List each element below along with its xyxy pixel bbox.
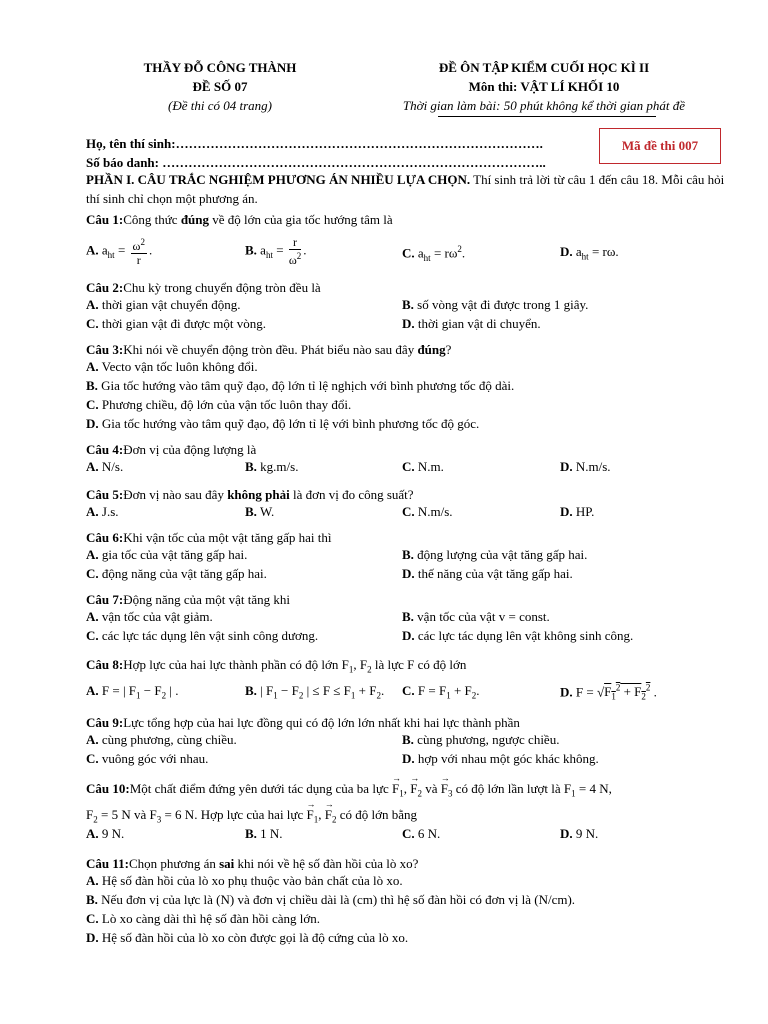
q3-d-text: Gia tốc hướng vào tâm quỹ đạo, độ lớn tỉ lệ với bình phương tốc độ góc. [101,416,480,431]
header-left [120,58,320,115]
q5-option-c[interactable] [402,504,453,520]
q10-b-text: 1 N. [260,826,283,841]
part1-title: PHẦN I. CÂU TRẮC NGHIỆM PHƯƠNG ÁN NHIỀU LỰA CHỌN. [86,172,471,187]
q11-d-letter: D. [86,930,99,945]
exam-title: ĐỀ ÔN TẬP KIỂM CUỐI HỌC KÌ II [438,60,650,75]
question-5 [86,485,736,504]
q1-option-a[interactable]: A. $a_{ht}$ = $\frac{\omega^2}{r}$ . [86,237,153,267]
q10-b-letter: B. [245,826,257,841]
q10-option-c[interactable] [402,826,440,842]
q2-a-text: thời gian vật chuyển động. [101,297,241,312]
sbd-line: Số báo danh: …………………………………………………………………………….. [86,155,546,170]
q7-a-letter: A. [86,609,99,624]
q4-d-text: N.m/s. [575,459,611,474]
q7-option-b[interactable] [402,609,550,625]
student-fields [86,134,546,172]
q4-option-c[interactable] [402,459,444,475]
q9-option-a[interactable] [86,732,237,748]
q9-a-letter: A. [86,732,99,747]
q10-label: Câu 10: [86,781,130,796]
q11-b-text: Nếu đơn vị của lực là (N) và đơn vị chiều dài là (cm) thì hệ số đàn hồi có đơn vị là (N/cm). [101,892,576,907]
exam-code-box: Mã đề thi 007 [599,128,721,164]
q1-a-letter: A. [86,242,99,258]
subject: Môn thi: VẬT LÍ KHỐI 10 [468,79,620,94]
q10-option-a[interactable] [86,826,124,842]
q7-c-letter: C. [86,628,99,643]
q9-option-b[interactable] [402,732,559,748]
q2-b-text: số vòng vật đi được trong 1 giây. [417,297,589,312]
q4-b-letter: B. [245,459,257,474]
q3-bold: đúng [417,342,446,357]
q3-c-text: Phương chiều, độ lớn của vận tốc luôn thay đổi. [101,397,352,412]
q2-a-letter: A. [86,297,99,312]
q5-d-text: HP. [575,504,595,519]
q3-a-letter: A. [86,359,99,374]
q2-c-letter: C. [86,316,99,331]
q4-b-text: kg.m/s. [260,459,299,474]
q9-d-text: hợp với nhau một góc khác không. [417,751,599,766]
q11-b-letter: B. [86,892,98,907]
name-line: Họ, tên thí sinh:…………………………………………………………………………. [86,136,543,151]
q5-option-d[interactable] [560,504,594,520]
q5-c-text: N.m/s. [417,504,453,519]
q7-label: Câu 7: [86,592,124,607]
q1-bold: đúng [180,212,210,227]
q1-text: Công thức [123,212,181,227]
q5-text: Đơn vị nào sau đây [123,487,228,502]
q10-option-d[interactable] [560,826,598,842]
q10-a-text: 9 N. [101,826,125,841]
q6-label: Câu 6: [86,530,124,545]
q6-d-letter: D. [402,566,415,581]
q4-a-letter: A. [86,459,99,474]
q2-d-letter: D. [402,316,415,331]
q3-d-letter: D. [86,416,99,431]
q3-text: Khi nói về chuyển động tròn đều. Phát biểu nào sau đây [123,342,418,357]
question-6 [86,528,736,547]
q6-b-text: động lượng của vật tăng gấp hai. [417,547,588,562]
q10-a-letter: A. [86,826,99,841]
q9-text: Lực tổng hợp của hai lực đồng qui có độ lớn lớn nhất khi hai lực thành phần [123,715,520,730]
q5-option-a[interactable] [86,504,119,520]
q11-bold: sai [219,856,235,871]
q4-a-text: N/s. [101,459,124,474]
q5-c-letter: C. [402,504,415,519]
question-8: Câu 8:Hợp lực của hai lực thành phần có độ lớn $F_1$, $F_2$ là lực F có độ lớn [86,657,467,675]
q2-option-c[interactable] [86,316,266,332]
q2-b-letter: B. [402,297,414,312]
q10-c-text: 6 N. [417,826,441,841]
q7-b-letter: B. [402,609,414,624]
q4-d-letter: D. [560,459,573,474]
q3-text-end: ? [445,342,452,357]
q2-option-a[interactable] [86,297,241,313]
q3-option-c[interactable] [86,397,351,413]
q2-d-text: thời gian vật di chuyển. [417,316,541,331]
q9-option-d[interactable] [402,751,599,767]
q10-option-b[interactable] [245,826,283,842]
q11-option-b[interactable] [86,892,575,908]
q9-b-text: cùng phương, ngược chiều. [417,732,560,747]
question-2 [86,278,736,297]
q5-bold: không phải [227,487,290,502]
q6-option-b[interactable] [402,547,587,563]
q10-text: Một chất điểm đứng yên dưới tác dụng của ba lực [129,781,389,796]
q9-option-c[interactable] [86,751,208,767]
q3-option-a[interactable] [86,359,258,375]
q8-text: Hợp lực của hai lực thành phần có độ lớn [123,657,339,672]
q1-label: Câu 1: [86,212,124,227]
q6-b-letter: B. [402,547,414,562]
q3-option-b[interactable] [86,378,514,394]
pages-note: (Đề thi có 04 trang) [168,98,272,113]
question-10: Câu 10:Một chất điểm đứng yên dưới tác dụng của ba lực → $F_1$, → $F_2$ và → $F_3$ có độ lớn lần lượt là $F_1 = 4$ N, [86,779,736,804]
q7-text: Động năng của một vật tăng khi [123,592,291,607]
q7-d-letter: D. [402,628,415,643]
q1-option-b[interactable]: B. $a_{ht}$ = $\frac{r}{\omega^2}$ . [245,235,307,267]
q4-option-a[interactable] [86,459,123,475]
q3-a-text: Vecto vận tốc luôn không đổi. [101,359,258,374]
q8-b-letter: B. [245,683,257,698]
q3-b-text: Gia tốc hướng vào tâm quỹ đạo, độ lớn tỉ lệ nghịch với bình phương tốc độ dài. [101,378,515,393]
q1-text-end: về độ lớn của gia tốc hướng tâm là [209,212,393,227]
q8-label: Câu 8: [86,657,124,672]
question-9 [86,713,736,732]
q1-b-letter: B. [245,242,257,258]
question-10-cont: $F_2 = 5$ N và $F_3 = 6$ N. Hợp lực của hai lực → $F_1$, → $F_2$ có độ lớn bằng [86,805,736,830]
q2-text: Chu kỳ trong chuyển động tròn đều là [123,280,321,295]
q11-option-c[interactable] [86,911,320,927]
q7-option-a[interactable] [86,609,213,625]
q2-label: Câu 2: [86,280,124,295]
q5-option-b[interactable] [245,504,274,520]
q11-label: Câu 11: [86,856,129,871]
q11-a-text: Hệ số đàn hồi của lò xo phụ thuộc vào bản chất của lò xo. [101,873,403,888]
q7-a-text: vận tốc của vật giảm. [101,609,213,624]
q11-c-text: Lò xo càng dài thì hệ số đàn hồi càng lớn. [101,911,320,926]
part1-text: Thí sinh trả lời từ câu 1 đến câu 18. Mỗi câu hỏi thí sinh chỉ chọn một phương án. [86,172,725,206]
q5-d-letter: D. [560,504,573,519]
q1-option-c[interactable]: C. $a_{ht} = r\omega^2$. [402,244,466,263]
q6-option-a[interactable] [86,547,247,563]
q6-d-text: thế năng của vật tăng gấp hai. [417,566,573,581]
q7-c-text: các lực tác dụng lên vật sinh công dương. [101,628,319,643]
question-11 [86,854,736,873]
q6-c-text: động năng của vật tăng gấp hai. [101,566,267,581]
q7-option-c[interactable] [86,628,318,644]
q4-option-d[interactable] [560,459,611,475]
q8-c-letter: C. [402,683,415,698]
q10-c-letter: C. [402,826,415,841]
q4-option-b[interactable] [245,459,298,475]
q1-d-letter: D. [560,244,573,259]
q6-option-c[interactable] [86,566,267,582]
q11-a-letter: A. [86,873,99,888]
q4-text: Đơn vị của động lượng là [123,442,257,457]
q6-option-d[interactable] [402,566,573,582]
time-note: Thời gian làm bài: 50 phút không kể thời gian phát đề [402,98,686,113]
q2-c-text: thời gian vật đi được một vòng. [101,316,267,331]
part1-intro [86,170,726,208]
q7-d-text: các lực tác dụng lên vật không sinh công. [417,628,634,643]
q5-b-letter: B. [245,504,257,519]
q10-d-letter: D. [560,826,573,841]
q8-option-c[interactable]: C. $F = F_1 + F_2$. [402,683,480,701]
q2-option-d[interactable] [402,316,541,332]
q9-c-letter: C. [86,751,99,766]
q8-d-letter: D. [560,684,573,700]
q5-text-end: là đơn vị đo công suất? [289,487,414,502]
q8-option-d[interactable]: D. $F = √F_1^2 + F_2^2$ . [560,683,657,702]
q8-a-letter: A. [86,683,99,698]
q11-option-d[interactable] [86,930,408,946]
q9-d-letter: D. [402,751,415,766]
question-4 [86,440,736,459]
question-3 [86,340,736,359]
header-right [352,58,736,115]
q4-label: Câu 4: [86,442,124,457]
q7-b-text: vận tốc của vật v = const. [417,609,550,624]
q9-a-text: cùng phương, cùng chiều. [101,732,237,747]
q5-b-text: W. [259,504,275,519]
q6-text: Khi vận tốc của một vật tăng gấp hai thì [123,530,332,545]
q7-option-d[interactable] [402,628,633,644]
q3-c-letter: C. [86,397,99,412]
exam-number: ĐỀ SỐ 07 [192,79,248,94]
q3-label: Câu 3: [86,342,124,357]
q6-a-letter: A. [86,547,99,562]
q3-b-letter: B. [86,378,98,393]
q5-a-text: J.s. [101,504,119,519]
q8-option-a[interactable]: A. F = | $F_1 - F_2$ | . [86,683,179,701]
q11-c-letter: C. [86,911,99,926]
q5-label: Câu 5: [86,487,124,502]
q6-c-letter: C. [86,566,99,581]
header-divider [438,116,656,117]
q11-text: Chọn phương án [128,856,220,871]
q1-c-letter: C. [402,245,415,261]
question-1 [86,210,736,229]
q11-text-end: khi nói về hệ số đàn hồi của lò xo? [234,856,419,871]
q6-a-text: gia tốc của vật tăng gấp hai. [101,547,248,562]
teacher-name: THẦY ĐỖ CÔNG THÀNH [143,60,297,75]
q5-a-letter: A. [86,504,99,519]
q11-d-text: Hệ số đàn hồi của lò xo còn được gọi là độ cứng của lò xo. [101,930,409,945]
q9-label: Câu 9: [86,715,124,730]
q2-option-b[interactable] [402,297,588,313]
q9-b-letter: B. [402,732,414,747]
q4-c-letter: C. [402,459,415,474]
q11-option-a[interactable] [86,873,403,889]
q4-c-text: N.m. [417,459,444,474]
question-7 [86,590,736,609]
q10-d-text: 9 N. [575,826,599,841]
q1-option-d[interactable]: D. $a_{ht} = r\omega$. [560,244,619,262]
q9-c-text: vuông góc với nhau. [101,751,209,766]
q8-option-b[interactable]: B. | $F_1 - F_2$ | ≤ $F \le F_1 + F_2$. [245,683,385,701]
q3-option-d[interactable] [86,416,479,432]
